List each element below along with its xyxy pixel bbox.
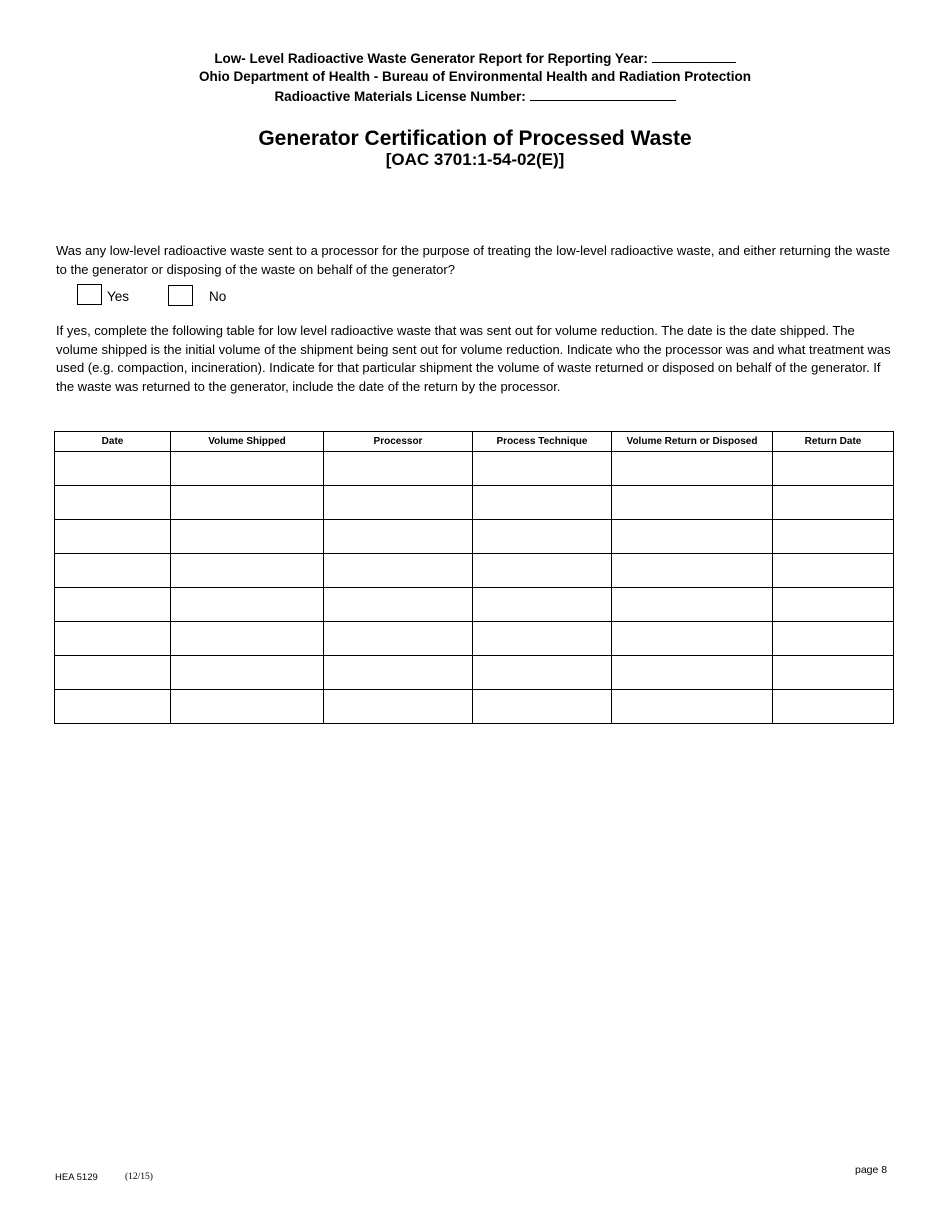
table-body <box>55 452 894 724</box>
processor-cell[interactable] <box>324 622 473 656</box>
table-header-row <box>55 432 894 452</box>
page-title: Generator Certification of Processed Waste <box>258 127 692 150</box>
date-cell[interactable] <box>55 452 171 486</box>
volume-returned-cell[interactable] <box>612 486 773 520</box>
return-date-cell[interactable] <box>773 656 894 690</box>
date-cell[interactable] <box>55 554 171 588</box>
column-header-date: Date <box>55 432 171 452</box>
volume-shipped-cell[interactable] <box>171 554 324 588</box>
page-number: page 8 <box>855 1164 888 1176</box>
processing-question: Was any low-level radioactive waste sent to a processor for the purpose of treating the low-level radioactive waste, and either returning the waste to the generator or disposing of the waste on behalf of the generator? <box>56 243 891 277</box>
date-cell[interactable] <box>55 622 171 656</box>
table-row <box>55 520 894 554</box>
volume-shipped-cell[interactable] <box>171 520 324 554</box>
process-technique-cell[interactable] <box>473 520 612 554</box>
column-header-processor: Processor <box>324 432 473 452</box>
volume-shipped-cell[interactable] <box>171 690 324 724</box>
report-header-line-3 <box>0 88 950 104</box>
return-date-cell[interactable] <box>773 520 894 554</box>
processor-cell[interactable] <box>324 690 473 724</box>
volume-shipped-cell[interactable] <box>171 588 324 622</box>
processor-cell[interactable] <box>324 520 473 554</box>
instructions-paragraph: If yes, complete the following table for low level radioactive waste that was sent out for volume reduction. The date is the date shipped. The volume shipped is the initial volume of the shipment being sent out for volume reduction. Indicate who the processor was and what treatment was used (e.g. compaction, incineration). Indicate for that particular shipment the volume of waste returned or disposed on behalf of the generator. If the waste was returned to the generator, include the date of the return by the processor. <box>56 323 891 394</box>
processed-waste-table <box>54 431 894 724</box>
return-date-cell[interactable] <box>773 690 894 724</box>
reporting-year-blank[interactable] <box>652 50 736 63</box>
process-technique-cell[interactable] <box>473 452 612 486</box>
volume-returned-cell[interactable] <box>612 554 773 588</box>
volume-returned-cell[interactable] <box>612 520 773 554</box>
volume-returned-cell[interactable] <box>612 622 773 656</box>
volume-shipped-cell[interactable] <box>171 486 324 520</box>
process-technique-cell[interactable] <box>473 554 612 588</box>
license-number-blank[interactable] <box>530 88 676 101</box>
processor-cell[interactable] <box>324 452 473 486</box>
column-header-volume-shipped: Volume Shipped <box>171 432 324 452</box>
process-technique-cell[interactable] <box>473 690 612 724</box>
volume-shipped-cell[interactable] <box>171 656 324 690</box>
column-header-return-date: Return Date <box>773 432 894 452</box>
return-date-cell[interactable] <box>773 554 894 588</box>
date-cell[interactable] <box>55 520 171 554</box>
report-header-line-1 <box>0 50 950 66</box>
process-technique-cell[interactable] <box>473 622 612 656</box>
date-cell[interactable] <box>55 486 171 520</box>
volume-returned-cell[interactable] <box>612 452 773 486</box>
date-cell[interactable] <box>55 690 171 724</box>
yes-checkbox[interactable] <box>77 284 102 305</box>
return-date-cell[interactable] <box>773 486 894 520</box>
table-row <box>55 554 894 588</box>
processor-cell[interactable] <box>324 656 473 690</box>
processor-cell[interactable] <box>324 486 473 520</box>
no-checkbox[interactable] <box>168 285 193 306</box>
table-row <box>55 486 894 520</box>
process-technique-cell[interactable] <box>473 588 612 622</box>
table-row <box>55 690 894 724</box>
form-revision: (12/15) <box>125 1172 153 1182</box>
volume-returned-cell[interactable] <box>612 690 773 724</box>
reporting-year-label: Low- Level Radioactive Waste Generator Report for Reporting Year: <box>214 51 648 66</box>
return-date-cell[interactable] <box>773 622 894 656</box>
table-row <box>55 452 894 486</box>
volume-shipped-cell[interactable] <box>171 452 324 486</box>
rule-citation: [OAC 3701:1-54-02(E)] <box>385 150 565 169</box>
date-cell[interactable] <box>55 656 171 690</box>
table-row <box>55 588 894 622</box>
return-date-cell[interactable] <box>773 588 894 622</box>
processor-cell[interactable] <box>324 588 473 622</box>
volume-returned-cell[interactable] <box>612 656 773 690</box>
return-date-cell[interactable] <box>773 452 894 486</box>
process-technique-cell[interactable] <box>473 486 612 520</box>
volume-returned-cell[interactable] <box>612 588 773 622</box>
department-line: Ohio Department of Health - Bureau of Environmental Health and Radiation Protection <box>198 69 752 84</box>
yes-label: Yes <box>107 289 130 304</box>
table-row <box>55 622 894 656</box>
form-number: HEA 5129 <box>55 1172 98 1183</box>
date-cell[interactable] <box>55 588 171 622</box>
license-number-label: Radioactive Materials License Number: <box>274 89 526 104</box>
processor-cell[interactable] <box>324 554 473 588</box>
column-header-volume-returned: Volume Return or Disposed <box>612 432 773 452</box>
column-header-process-technique: Process Technique <box>473 432 612 452</box>
table-row <box>55 656 894 690</box>
process-technique-cell[interactable] <box>473 656 612 690</box>
no-label: No <box>209 289 227 304</box>
volume-shipped-cell[interactable] <box>171 622 324 656</box>
